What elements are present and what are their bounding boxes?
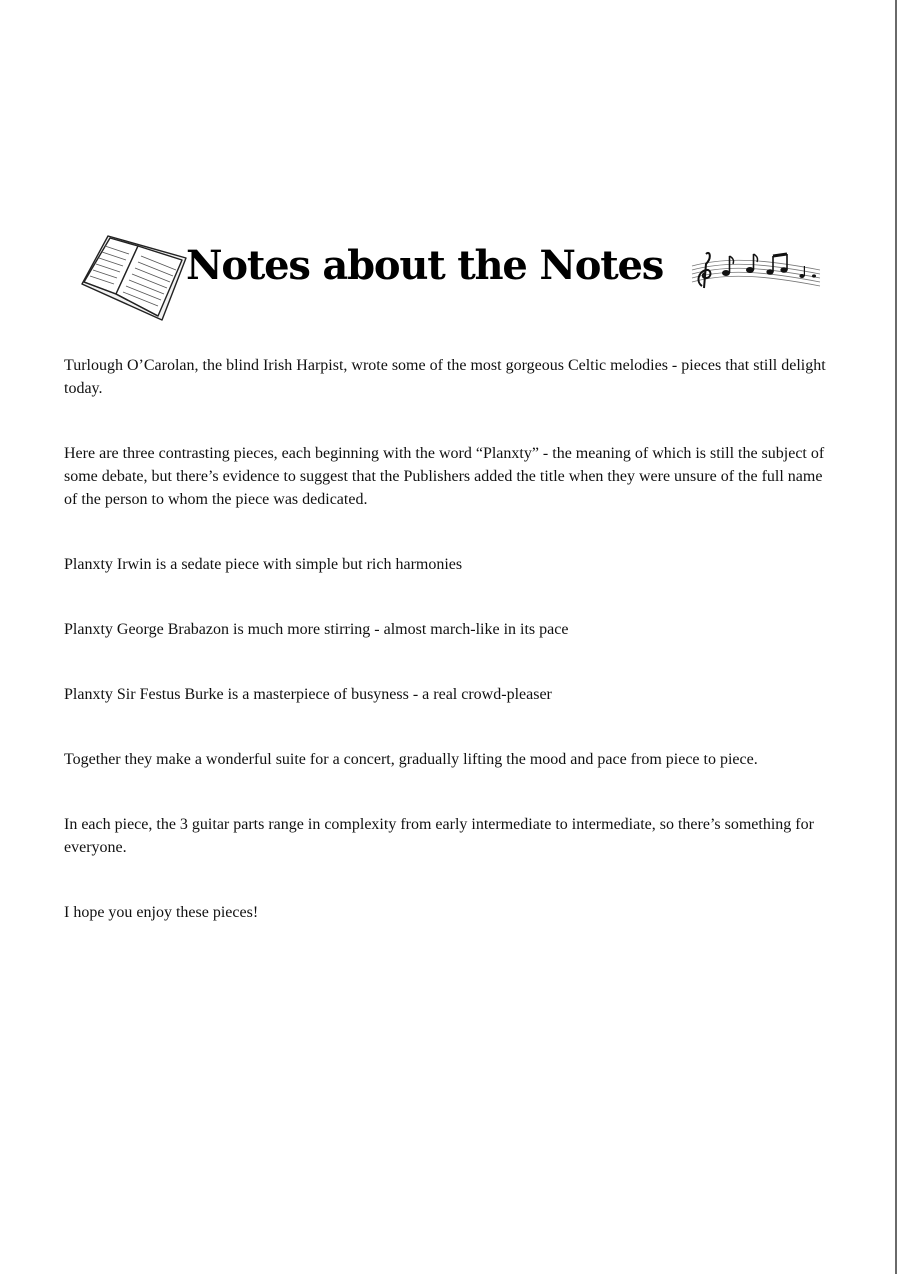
- notes-body: [64, 354, 836, 924]
- paragraph-closing: I hope you enjoy these pieces!: [64, 904, 259, 921]
- paragraph-planxty-meaning: Here are three contrasting pieces, each beginning with the word “Planxty” - the meaning of which is still the subject of some debate, but there’s evidence to suggest that the Publishers added the title when they were unsure of the full name of the person to whom the piece was dedicated.: [64, 445, 825, 508]
- paragraph-intro: Turlough O’Carolan, the blind Irish Harpist, wrote some of the most gorgeous Celtic melodies - pieces that still delight today.: [64, 357, 826, 397]
- paragraph-planxty-irwin: Planxty Irwin is a sedate piece with simple but rich harmonies: [64, 556, 463, 573]
- page-title: Notes about the Notes: [186, 242, 664, 289]
- music-notes-icon: [688, 242, 824, 292]
- open-book-icon: [78, 232, 190, 322]
- paragraph-suite: Together they make a wonderful suite for a concert, gradually lifting the mood and pace from piece to piece.: [64, 751, 758, 768]
- page-header: [78, 226, 828, 326]
- paragraph-guitar-parts: In each piece, the 3 guitar parts range in complexity from early intermediate to intermediate, so there’s something for everyone.: [64, 816, 814, 856]
- paragraph-planxty-george-brabazon: Planxty George Brabazon is much more stirring - almost march-like in its pace: [64, 621, 569, 638]
- paragraph-planxty-sir-festus-burke: Planxty Sir Festus Burke is a masterpiece of busyness - a real crowd-pleaser: [64, 686, 552, 703]
